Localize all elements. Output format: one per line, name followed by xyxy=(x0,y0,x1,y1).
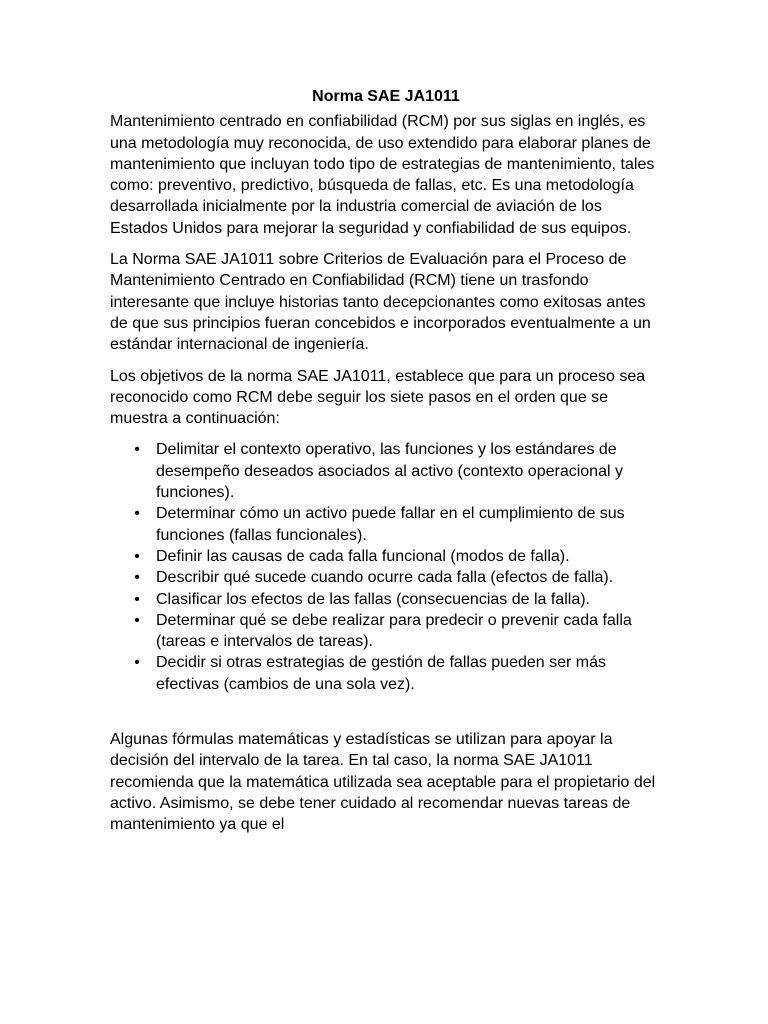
list-item xyxy=(134,567,662,588)
bullet-icon: • xyxy=(134,547,140,565)
list-item xyxy=(134,546,662,567)
steps-list xyxy=(110,439,662,695)
list-item xyxy=(134,652,662,695)
step-text: Decidir si otras estrategias de gestión de fallas pueden ser más efectivas (cambios de una sola vez). xyxy=(156,654,607,693)
step-text: Clasificar los efectos de las fallas (consecuencias de la falla). xyxy=(156,590,590,608)
bullet-icon: • xyxy=(134,569,140,587)
document-page xyxy=(110,86,662,846)
list-item xyxy=(134,439,662,503)
list-item xyxy=(134,589,662,610)
step-text: Determinar qué se debe realizar para predecir o prevenir cada falla (tareas e intervalos de tareas). xyxy=(156,611,632,651)
document-title: Norma SAE JA1011 xyxy=(312,88,460,105)
list-item xyxy=(134,610,662,653)
section-spacer xyxy=(110,695,662,729)
bullet-icon: • xyxy=(134,505,140,523)
step-text: Determinar cómo un activo puede fallar en el cumplimiento de sus funciones (fallas funcionales). xyxy=(156,505,625,544)
paragraph-objectives: Los objetivos de la norma SAE JA1011, establece que para un proceso sea reconocido como RCM debe seguir los siete pasos en el orden que se muestra a continuación: xyxy=(110,367,646,428)
bullet-icon: • xyxy=(134,441,140,459)
step-text: Definir las causas de cada falla funcional (modos de falla). xyxy=(156,547,570,565)
step-text: Delimitar el contexto operativo, las funciones y los estándares de desempeño deseados asociados al activo (contexto operacional y funciones). xyxy=(156,441,623,502)
step-text: Describir qué sucede cuando ocurre cada falla (efectos de falla). xyxy=(156,569,614,587)
bullet-icon: • xyxy=(134,654,140,672)
paragraph-norma-background: La Norma SAE JA1011 sobre Criterios de Evaluación para el Proceso de Mantenimiento Centrado en Confiabilidad (RCM) tiene un trasfondo interesante que incluye historias tanto decepcionantes como exitosas antes de que sus principios fueran concebidos e incorporados eventualmente a un estándar internacional de ingeniería. xyxy=(110,251,651,354)
paragraph-closing: Algunas fórmulas matemáticas y estadísticas se utilizan para apoyar la decisión del intervalo de la tarea. En tal caso, la norma SAE JA1011 recomienda que la matemática utilizada sea aceptable para el propietario del activo. Asimismo, se debe tener cuidado al recomendar nuevas tareas de mantenimiento ya que el xyxy=(110,731,656,834)
list-item xyxy=(134,503,662,546)
bullet-icon: • xyxy=(134,611,140,629)
paragraph-rcm-intro: Mantenimiento centrado en confiabilidad (RCM) por sus siglas en inglés, es una metodología muy reconocida, de uso extendido para elaborar planes de mantenimiento que incluyan todo tipo de estrategias de mantenimiento, tales como: preventivo, predictivo, búsqueda de fallas, etc. Es una metodología desarrollada inicialmente por la industria comercial de aviación de los Estados Unidos para mejorar la seguridad y confiabilidad de sus equipos. xyxy=(110,113,655,237)
bullet-icon: • xyxy=(134,590,140,608)
